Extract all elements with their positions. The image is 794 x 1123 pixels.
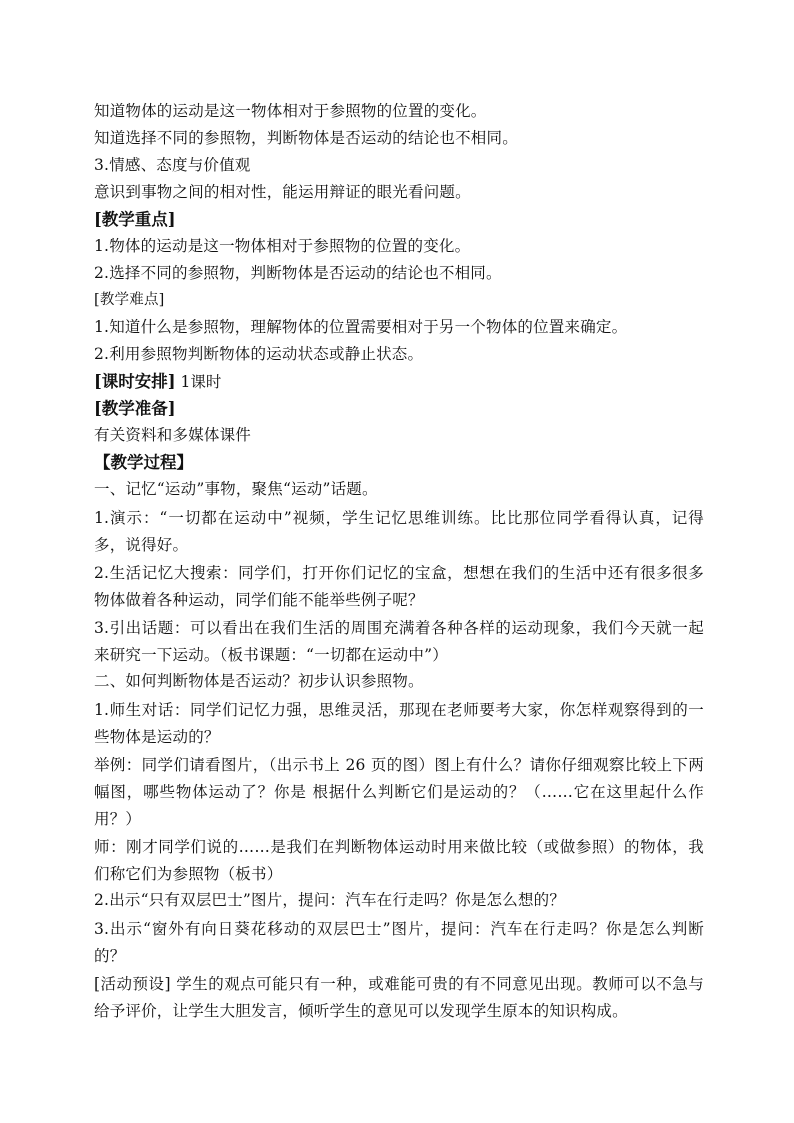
process-section-1: 一、记忆“运动”事物，聚焦“运动”话题。: [94, 480, 378, 498]
schedule-row: [94, 370, 704, 394]
difficulty-1: 1.知道什么是参照物，理解物体的位置需要相对于另一个物体的位置来确定。: [94, 318, 628, 336]
objective-line-3: 意识到事物之间的相对性，能运用辩证的眼光看问题。: [94, 183, 471, 201]
process-heading: 【教学过程】: [94, 453, 193, 472]
process-paragraph-3: 3.引出话题：可以看出在我们生活的周围充满着各种各样的运动现象，我们今天就一起来研究一下运动。（板书课题：“一切都在运动中”）: [94, 619, 704, 664]
document-page: [94, 100, 704, 1026]
section-heading-emotion: 3.情感、态度与价值观: [94, 156, 251, 174]
schedule-heading: [课时安排]: [94, 372, 176, 391]
preparation-heading: [教学准备]: [94, 399, 176, 418]
process-section-2: 二、如何判断物体是否运动？初步认识参照物。: [94, 672, 424, 690]
process-paragraph-6: 师：刚才同学们说的……是我们在判断物体运动时用来做比较（或做参照）的物体，我们称它们为参照物（板书）: [94, 838, 704, 883]
process-paragraph-5: 举例：同学们请看图片，（出示书上 26 页的图）图上有什么？请你仔细观察比较上下两幅图，哪些物体运动了？你是 根据什么判断它们是运动的？（……它在这里起什么作用？）: [94, 756, 704, 828]
difficulty-2: 2.利用参照物判断物体的运动状态或静止状态。: [94, 345, 424, 363]
difficulties-heading: [教学难点]: [94, 292, 165, 308]
process-paragraph-2: 2.生活记忆大搜索：同学们，打开你们记忆的宝盒，想想在我们的生活中还有很多很多物体做着各种运动，同学们能不能举些例子呢？: [94, 564, 704, 609]
process-paragraph-7: 2.出示“只有双层巴士”图片，提问：汽车在行走吗？你是怎么想的？: [94, 891, 566, 909]
process-paragraph-9: [活动预设] 学生的观点可能只有一种，或难能可贵的有不同意见出现。教师可以不急与给予评价，让学生大胆发言，倾听学生的意见可以发现学生原本的知识构成。: [94, 975, 704, 1020]
objective-line-1: 知道物体的运动是这一物体相对于参照物的位置的变化。: [94, 102, 487, 120]
process-paragraph-1: 1.演示：“一切都在运动中”视频，学生记忆思维训练。比比那位同学看得认真，记得多，说得好。: [94, 509, 704, 554]
schedule-value: 1课时: [175, 373, 222, 391]
process-paragraph-8: 3.出示“窗外有向日葵花移动的双层巴士”图片，提问：汽车在行走吗？你是怎么判断的？: [94, 920, 704, 965]
key-point-1: 1.物体的运动是这一物体相对于参照物的位置的变化。: [94, 237, 471, 255]
process-paragraph-4: 1.师生对话：同学们记忆力强，思维灵活，那现在老师要考大家，你怎样观察得到的一些物体是运动的？: [94, 701, 704, 746]
preparation-text: 有关资料和多媒体课件: [94, 426, 252, 444]
key-points-heading: [教学重点]: [94, 210, 176, 229]
objective-line-2: 知道选择不同的参照物，判断物体是否运动的结论也不相同。: [94, 129, 518, 147]
key-point-2: 2.选择不同的参照物，判断物体是否运动的结论也不相同。: [94, 264, 502, 282]
